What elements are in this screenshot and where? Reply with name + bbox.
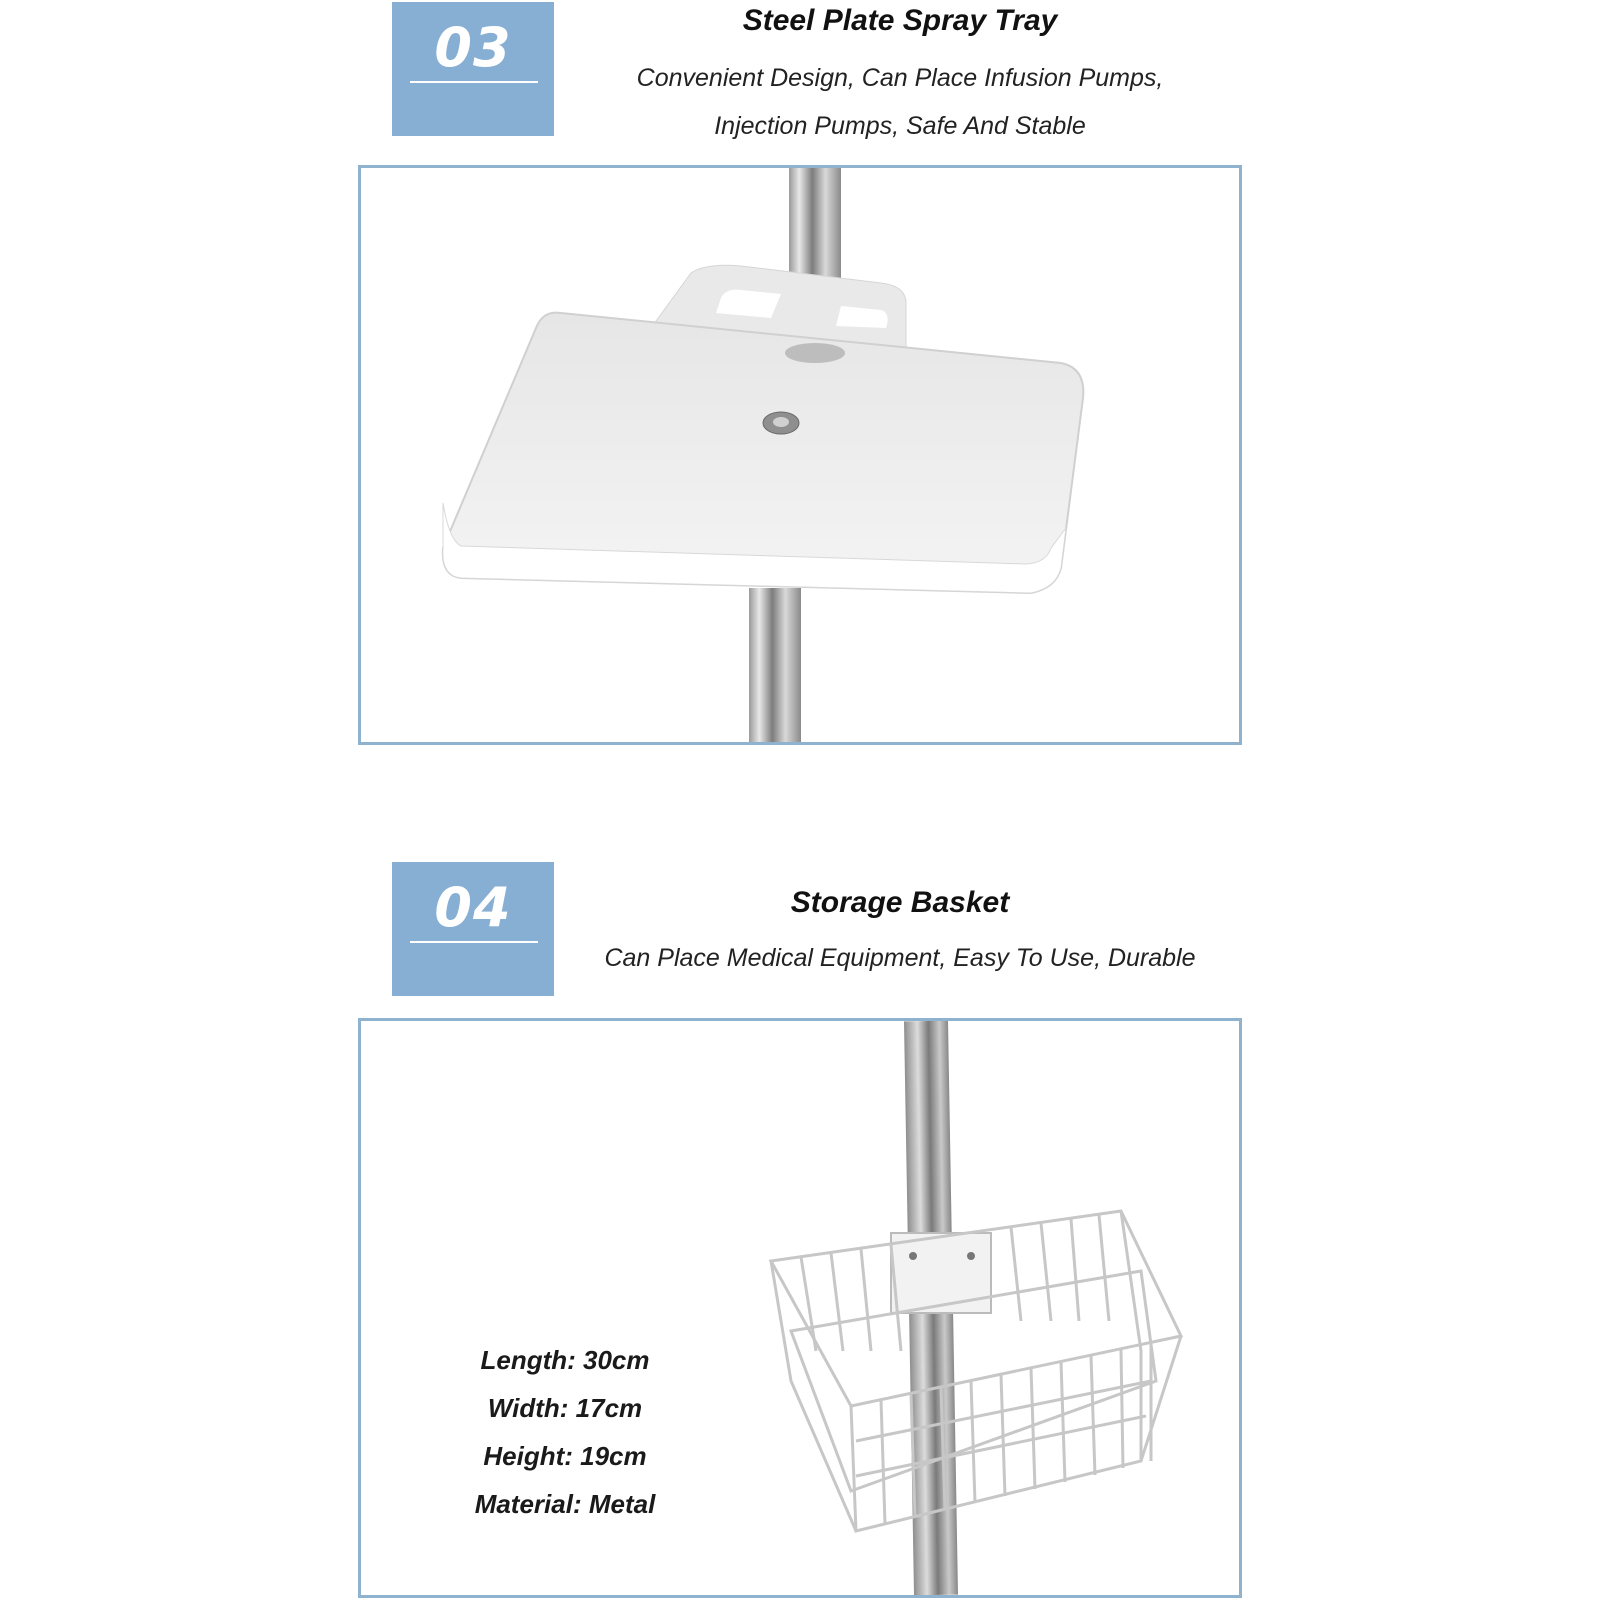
section-description-line1: Convenient Design, Can Place Infusion Pumps,: [636, 64, 1164, 92]
spec-material: Material: Metal: [474, 1489, 656, 1519]
spray-tray-illustration: [361, 168, 1239, 742]
badge-underline: [410, 81, 538, 83]
spec-length: Length: 30cm: [480, 1345, 650, 1375]
basket-bracket: [891, 1233, 991, 1313]
spec-height: Height: 19cm: [483, 1441, 647, 1471]
spray-tray-image-frame: [358, 165, 1242, 745]
section-description: Can Place Medical Equipment, Easy To Use, Durable: [604, 944, 1196, 972]
section-number: 03: [434, 16, 512, 79]
section-number-badge: [392, 862, 554, 996]
basket-specifications: [440, 1336, 690, 1528]
section-title: Steel Plate Spray Tray: [742, 4, 1058, 37]
section-title: Storage Basket: [790, 886, 1010, 919]
lower-pole: [749, 588, 801, 742]
section-number: 04: [434, 876, 512, 939]
section-description-line2: Injection Pumps, Safe And Stable: [714, 112, 1086, 140]
section-number-badge: [392, 2, 554, 136]
spec-width: Width: 17cm: [487, 1393, 643, 1423]
badge-underline: [410, 941, 538, 943]
